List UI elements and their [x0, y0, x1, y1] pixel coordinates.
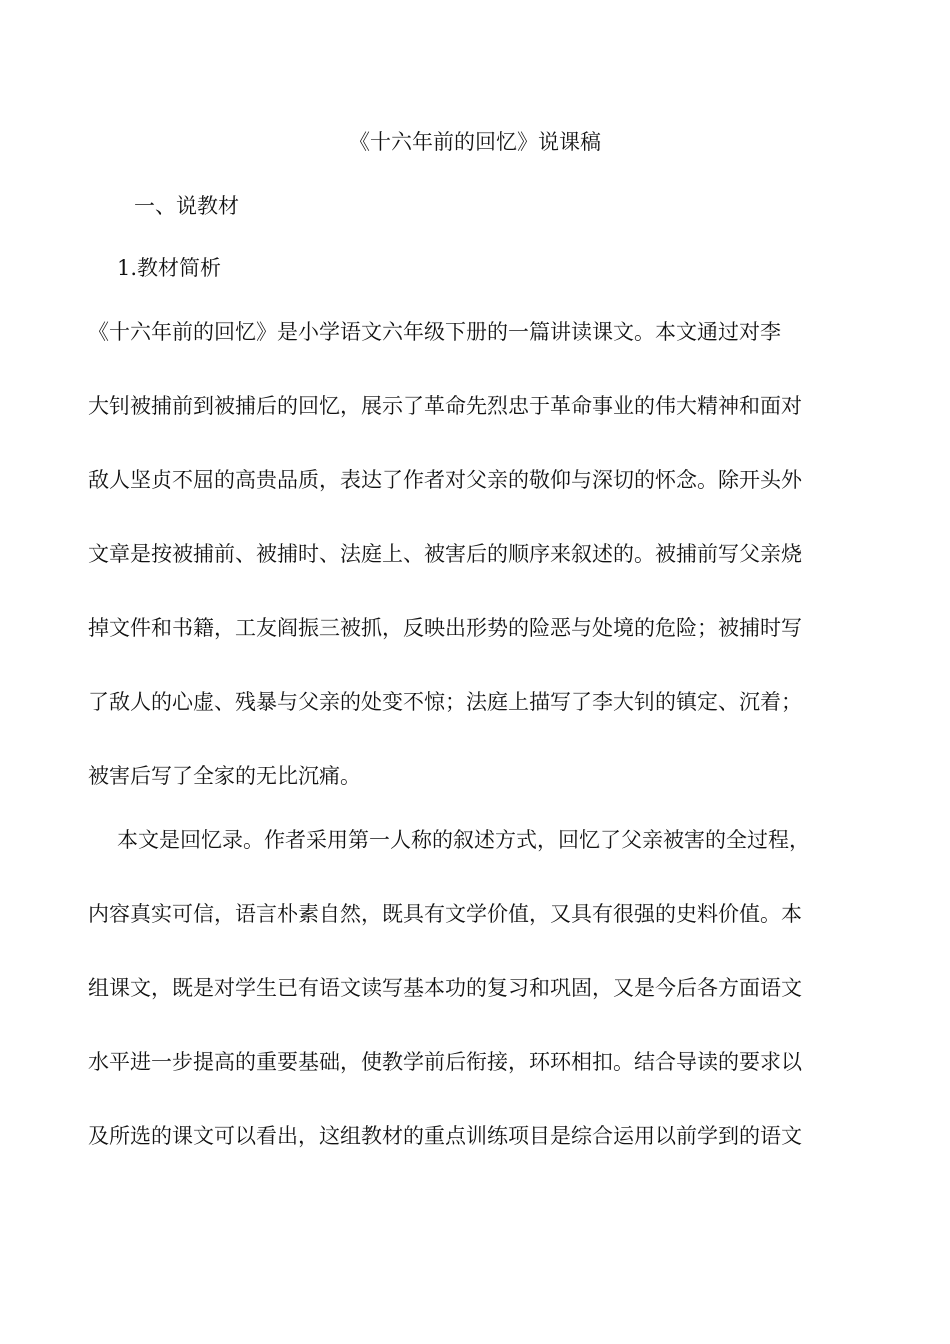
- paragraph-1-line: 掉文件和书籍，工友阎振三被抓，反映出形势的险恶与处境的危险；被捕时写: [88, 616, 802, 640]
- section-heading: 一、说教材: [134, 194, 239, 218]
- paragraph-2-line: 组课文，既是对学生已有语文读写基本功的复习和巩固，又是今后各方面语文: [88, 976, 802, 1000]
- paragraph-2-line: 水平进一步提高的重要基础，使教学前后衔接，环环相扣。结合导读的要求以: [88, 1050, 802, 1074]
- paragraph-1-line: 了敌人的心虚、残暴与父亲的处变不惊；法庭上描写了李大钊的镇定、沉着；: [88, 690, 802, 714]
- document-title: 《十六年前的回忆》说课稿: [349, 130, 601, 154]
- paragraph-1-line: 《十六年前的回忆》是小学语文六年级下册的一篇讲读课文。本文通过对李: [88, 320, 781, 344]
- paragraph-1-line: 大钊被捕前到被捕后的回忆，展示了革命先烈忠于革命事业的伟大精神和面对: [88, 394, 802, 418]
- paragraph-1-line: 文章是按被捕前、被捕时、法庭上、被害后的顺序来叙述的。被捕前写父亲烧: [88, 542, 802, 566]
- paragraph-1-line: 被害后写了全家的无比沉痛。: [88, 764, 361, 788]
- paragraph-2-line: 本文是回忆录。作者采用第一人称的叙述方式，回忆了父亲被害的全过程，: [117, 828, 810, 852]
- paragraph-1-line: 敌人坚贞不屈的高贵品质，表达了作者对父亲的敬仰与深切的怀念。除开头外: [88, 468, 802, 492]
- subsection-heading: 1.教材简析: [117, 256, 222, 280]
- paragraph-2-line: 内容真实可信，语言朴素自然，既具有文学价值，又具有很强的史料价值。本: [88, 902, 802, 926]
- paragraph-2-line: 及所选的课文可以看出，这组教材的重点训练项目是综合运用以前学到的语文: [88, 1124, 802, 1148]
